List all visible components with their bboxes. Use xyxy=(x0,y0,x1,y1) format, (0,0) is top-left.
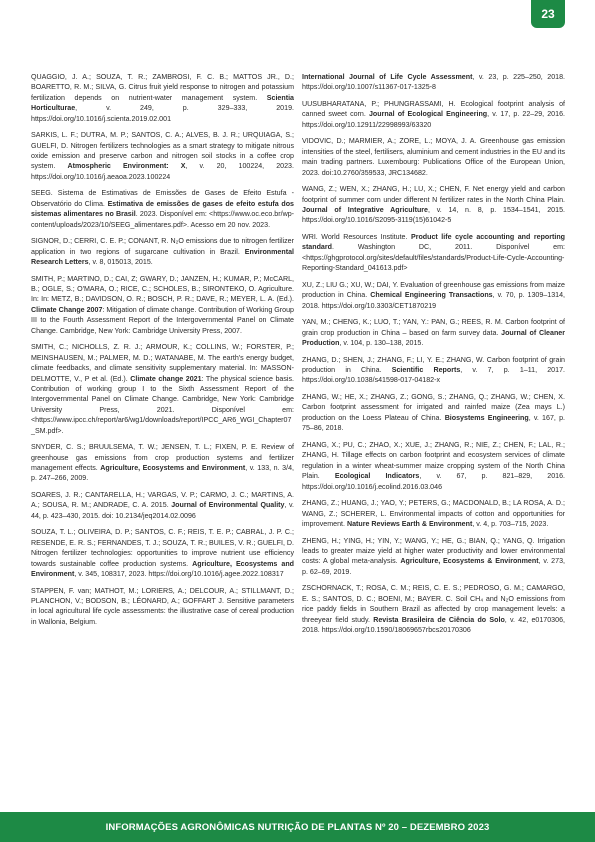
reference-text: , v. 70, p. 1309–1314, 2018. https://doi.org/10.3303/CET1870219 xyxy=(302,291,565,310)
reference-text: , v. 8, 015013, 2015. xyxy=(88,258,153,267)
reference-entry xyxy=(302,392,565,434)
reference-entry xyxy=(302,184,565,226)
reference-source-title: Agriculture, Ecosystems & Environment xyxy=(400,557,539,566)
reference-entry xyxy=(302,440,565,492)
reference-source-title: Ecological Indicators xyxy=(334,472,420,481)
reference-text: SNYDER, C. S.; BRUULSEMA, T. W.; JENSEN, T. L.; FIXEN, P. E. Review of greenhouse gas emissions from crop production systems and fertilizer management effects. xyxy=(31,443,294,472)
reference-source-title: Journal of Cleaner Production xyxy=(302,328,565,348)
reference-source-title: Environmental Research Letters xyxy=(31,247,294,267)
reference-entry xyxy=(31,236,294,267)
reference-entry xyxy=(302,355,565,386)
reference-entry xyxy=(31,490,294,521)
reference-entry xyxy=(31,130,294,182)
reference-text: WRI. World Resources Institute. xyxy=(302,233,411,242)
reference-text: QUAGGIO, J. A.; SOUZA, T. R.; ZAMBROSI, F. C. B.; MATTOS JR., D.; BOARETTO, R. M.; SILVA, G. Citrus fruit yield response to nitrogen and potassium fertilization depends on nutrient-water management system. xyxy=(31,73,294,102)
reference-text: STAPPEN, F. van; MATHOT, M.; LORIERS, A.; DELCOUR, A.; STILLMANT, D.; PLANCHON, V.; BODSON, B.; LÉONARD, A.; GOFFART J. Sensitive parameters in local agricultural life cycle assessments: the illustrative case of cereal production in Wallonia, Belgium. xyxy=(31,586,294,626)
reference-text: YAN, M.; CHENG, K.; LUO, T.; YAN, Y.: PAN, G.; REES, R. M. Carbon footprint of grain crop production in China – based on farm survey data. xyxy=(302,318,565,337)
reference-entry xyxy=(302,280,565,311)
reference-text: , v. 23, p. 225–250, 2018. https://doi.org/10.1007/s11367-017-1325-8 xyxy=(302,73,565,92)
reference-source-title: Journal of Environmental Quality xyxy=(171,501,285,510)
reference-source-title: Atmospheric Environment: X xyxy=(67,162,186,171)
reference-source-title: Scientia Horticulturae xyxy=(31,93,294,113)
reference-source-title: Product life cycle accounting and reporting standard xyxy=(302,233,565,252)
reference-entry xyxy=(302,498,565,529)
reference-text: ZSCHORNACK, T.; ROSA, C. M.; REIS, C. E. S.; PEDROSO, G. M.; CAMARGO, E. S.; SANTOS, D. C.; BOENI, M.; BAYER. C. Soil CH₄ and N₂O emissions from rice paddy fields in Southern Brazil as affected by crop management levels: a threeyear field study. xyxy=(302,584,565,624)
reference-text: , v. 14, n. 8, p. 1534–1541, 2015. https://doi.org/10.1016/S2095-3119(15)61042-5 xyxy=(302,206,565,225)
reference-source-title: Nature Reviews Earth & Environment xyxy=(346,519,473,528)
page-number: 23 xyxy=(531,0,565,28)
reference-source-title: Chemical Engineering Transactions xyxy=(370,291,493,300)
reference-text: WANG, Z.; WEN, X.; ZHANG, H.; LU, X.; CHEN, F. Net energy yield and carbon footprint of summer corn under different N fertilizer rates in the North China Plain. xyxy=(302,185,565,204)
reference-source-title: Scientific Reports xyxy=(391,366,461,375)
reference-source-title: Journal of Ecological Engineering xyxy=(368,110,488,119)
reference-source-title: International Journal of Life Cycle Assessment xyxy=(302,73,473,81)
reference-text: ZHANG, D.; SHEN, J.; ZHANG, F.; LI, Y. E.; ZHANG, W. Carbon footprint of grain production in China. xyxy=(302,355,565,375)
reference-text: SMITH, P.; MARTINO, D.; CAI, Z; GWARY, D.; JANZEN, H.; KUMAR, P.; McCARL, B.; OGLE, S.; O'MARA, O.; RICE, C.; SCHOLES, B.; SIRONTEKO, O. Agriculture. In: In: METZ, B.; DAVIDSON, O. R.; BOSCH, P. R.; DAVE, R.; MEYER, L. A. (Ed.). xyxy=(31,274,294,304)
reference-text: , v. 67, p. 821–829, 2016. https://doi.org/10.1016/j.ecolind.2016.03.046 xyxy=(302,472,565,491)
reference-text: UUSUBHARATANA, P.; PHUNGRASSAMI, H. Ecological footprint analysis of canned sweet corn. xyxy=(302,100,565,119)
reference-text: , v. 273, p. 62–69, 2019. xyxy=(302,557,565,576)
reference-source-title: Revista Brasileira de Ciência do Solo xyxy=(373,615,505,624)
reference-text: SARKIS, L. F.; DUTRA, M. P.; SANTOS, C. A.; ALVES, B. J. R.; URQUIAGA, S.; GUELFI, D. Nitrogen fertilizers technologies as a smart strategy to mitigate nitrous oxide emission and preserve carbon and nitrogen soil stocks in a coffee crop system. xyxy=(31,131,294,171)
reference-source-title: Agriculture, Ecosystems and Environment xyxy=(100,463,246,472)
reference-entry xyxy=(31,72,294,124)
reference-entry xyxy=(31,586,294,628)
reference-text: , v. 167, p. 75–86, 2018. xyxy=(302,413,565,433)
reference-text: ZHANG, X.; PU, C.; ZHAO, X.; XUE, J.; ZHANG, R.; NIE, Z.; CHEN, F.; LAL, R.; ZHANG, H. Tillage effects on carbon footprint and ecosystem services of climate regulation in a winter wheat-summer maize cropping system of the North China Plain. xyxy=(302,440,565,481)
reference-text: , v. 133, n. 3/4, p. 247–266, 2009. xyxy=(31,463,294,483)
reference-text: , v. 104, p. 130–138, 2015. xyxy=(339,339,424,348)
reference-text: SIGNOR, D.; CERRI, C. E. P.; CONANT, R. N₂O emissions due to nitrogen fertilizer application in two regions of sugarcane cultivation in Brazil. xyxy=(31,237,294,256)
reference-text: ZHENG, H.; YING, H.; YIN, Y.; WANG, Y.; HE, G.; BIAN, Q.; YANG, Q. Irrigation leads to greater maize yield at higher water productivity and lower environmental costs: A global meta-analysis. xyxy=(302,536,565,566)
reference-text: , v. 7, p. 1–11, 2017. https://doi.org/10.1038/s41598-017-04182-x xyxy=(302,366,565,385)
reference-entry xyxy=(302,99,565,130)
reference-text: XU, Z.; LIU G.; XU, W.; DAI, Y. Evaluation of greenhouse gas emissions from maize production in China. xyxy=(302,280,565,300)
reference-text: VIDOVIC, D.; MARMIER, A.; ZORE, L.; MOYA, J. A. Greenhouse gas emission intensities of the steel, fertilisers, aluminium and cement industries in the EU and its main trading partners. Luxembourg: Publications Office of the European Union, 2023. doi:10.2760/359533, JRC134682. xyxy=(302,137,565,177)
reference-text: SEEG. Sistema de Estimativas de Emissões de Gases de Efeito Estufa - Observatório do Clima. xyxy=(31,189,294,208)
reference-text: , v. 249, p. 329–333, 2019. https://doi.org/10.1016/j.scienta.2019.02.001 xyxy=(31,104,294,123)
reference-text: , v. 20, 100224, 2023. https://doi.org/10.1016/j.aeaoa.2023.100224 xyxy=(31,162,294,181)
reference-entry xyxy=(302,317,565,348)
reference-entry xyxy=(31,527,294,579)
reference-text: , v. 42, e0170306, 2018. https://doi.org/10.1590/18069657rbcs20170306 xyxy=(302,615,565,634)
reference-entry xyxy=(302,72,565,93)
reference-source-title: Agriculture, Ecosystems and Environment xyxy=(31,559,294,578)
reference-source-title: Climate change 2021 xyxy=(130,374,202,383)
reference-source-title: Estimativa de emissões de gases de efeito estufa dos sistemas alimentares no Brasil xyxy=(31,199,294,219)
reference-text: , v. 44, p. 423–430, 2015. doi: 10.2134/jeq2014.02.0096 xyxy=(31,501,295,520)
references-columns xyxy=(31,72,565,642)
reference-text: : The physical science basis. Contribution of working group I to the Sixth Assessment Report of the Intergovernmental Panel on Climate Change. Cambridge, New York: Cambridge University Press, 2021. Disponível em: <https://www.ipcc.ch/report/ar6/wg1/downloads/report/IPCC_AR6_WGI_Chapter07_SM.pdf>. xyxy=(31,374,294,435)
reference-entry xyxy=(302,583,565,635)
reference-text: SMITH, C.; NICHOLLS, Z. R. J.; ARMOUR, K.; COLLINS, W.; FORSTER, P.; MEINSHAUSEN, M.; PALMER, M. D.; WATANABE, M. The earth's energy budget, climate feedbacks, and climate sensitivity supplementary material. In: MASSON-DELMOTTE, V., P et al. (Ed.). xyxy=(31,343,294,383)
reference-entry xyxy=(302,136,565,178)
reference-entry xyxy=(31,188,294,230)
references-right-column xyxy=(302,72,565,642)
reference-text: ZHANG, W.; HE, X.; ZHANG, Z.; GONG, S.; ZHANG, Q.; ZHANG, W.; CHEN, X. Carbon footprint assessment for irrigated and rainfed maize (Zea mays L.) production on the Loess Plateau of China. xyxy=(302,393,565,422)
reference-text: , v. 345, 108317, 2023. https://doi.org/10.1016/j.agee.2022.108317 xyxy=(74,569,284,578)
references-left-column xyxy=(31,72,294,642)
reference-text: SOUZA, T. L.; OLIVEIRA, D. P.; SANTOS, C. F.; REIS, T. E. P.; CABRAL, J. P. C.; RESENDE, E. R. S.; FERNANDES, T. J.; SOUZA, T. R.; BUILES, V. R.; GUELFI, D. Nitrogen fertilizer technologies: opportunities to improve nutrient use efficiency towards sustainable coffee production systems. xyxy=(31,528,294,568)
reference-source-title: Journal of Integrative Agriculture xyxy=(302,206,428,215)
reference-entry xyxy=(302,536,565,578)
reference-text: SOARES, J. R.; CANTARELLA, H.; VARGAS, V. P.; CARMO, J. C.; MARTINS, A. A.; SOUSA, R. M.; ANDRADE, C. A. 2015. xyxy=(31,490,294,510)
reference-text: . Washington DC, 2011. Disponível em: <https://ghgprotocol.org/sites/default/files/standards/Product-Life-Cycle-Accounting-Reporting-Standard_041613.pdf> xyxy=(302,243,565,273)
footer-banner: INFORMAÇÕES AGRONÔMICAS NUTRIÇÃO DE PLANTAS Nº 20 – DEZEMBRO 2023 xyxy=(0,812,595,842)
reference-entry xyxy=(31,442,294,484)
reference-text: ZHANG, Z.; HUANG, J.; YAO, Y.; PETERS, G.; MACDONALD, B.; LA ROSA, A. D.; WANG, Z.; SCHERER, L. Environmental impacts of cotton and opportunities for improvement. xyxy=(302,499,565,528)
reference-entry xyxy=(302,232,565,274)
reference-text: , v. 17, p. 22–29, 2016. https://doi.org/10.12911/22998993/63320 xyxy=(302,110,565,129)
reference-text: . 2023. Disponível em: <https://www.oc.eco.br/wp-content/uploads/2023/10/SEEG_alimentares.pdf>. Acesso em 20 nov. 2023. xyxy=(31,210,295,229)
reference-text: : Mitigation of climate change. Contribution of Working Group III to the Fourth Assessment Report of the Intergovernmental Panel on Climate Change. Cambridge, New York: Cambridge University Press, 2007. xyxy=(31,305,294,335)
reference-entry xyxy=(31,342,294,436)
reference-source-title: Climate Change 2007 xyxy=(31,305,103,314)
reference-entry xyxy=(31,274,294,336)
reference-source-title: Biosystems Engineering xyxy=(444,413,529,422)
reference-text: , v. 4, p. 703–715, 2023. xyxy=(472,519,549,528)
